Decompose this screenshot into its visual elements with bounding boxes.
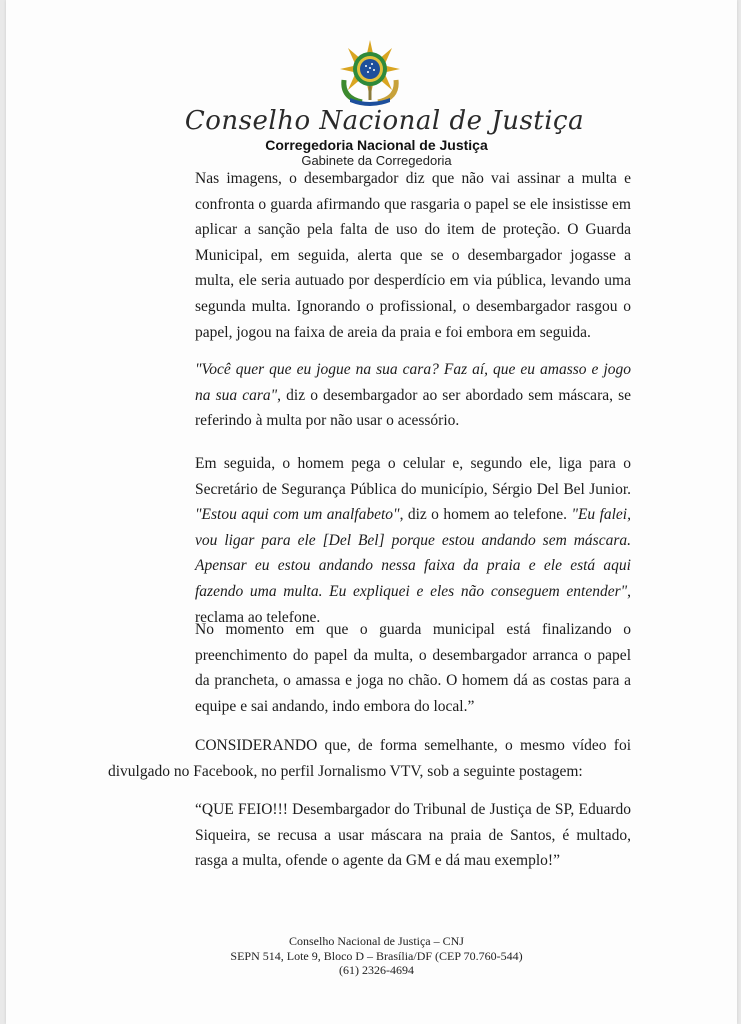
paragraph-3-quote-1: "Estou aqui com um analfabeto" bbox=[195, 506, 400, 524]
block-quote-post: “QUE FEIO!!! Desembargador do Tribunal de Justiça de SP, Eduardo Siqueira, se recusa a usar máscara na praia de Santos, é multado, rasga a multa, ofende o agente da GM e dá mau exemplo!” bbox=[195, 801, 631, 870]
page-footer bbox=[0, 934, 741, 978]
institution-subtitle: Corregedoria Nacional de Justiça bbox=[265, 137, 488, 153]
paragraph-3-mid: , diz o homem ao telefone. bbox=[399, 506, 572, 524]
footer-institution: Conselho Nacional de Justiça – CNJ bbox=[289, 934, 464, 948]
footer-phone: (61) 2326-4694 bbox=[339, 963, 414, 977]
paragraph-2 bbox=[195, 357, 631, 434]
paragraph-4: No momento em que o guarda municipal está finalizando o preenchimento do papel da multa, o desembargador arranca o papel da prancheta, o amassa e joga no chão. O homem dá as costas para a equipe e sai andando, indo embora do local.” bbox=[195, 621, 631, 715]
paragraph-3-end: , reclama ao telefone. bbox=[195, 582, 631, 626]
paragraph-1: Nas imagens, o desembargador diz que não vai assinar a multa e confronta o guarda afirmando que rasgaria o papel se ele insistisse em aplicar a sanção pela falta de uso do item de proteção. O Guarda Municipal, em seguida, alerta que se o desembargador jogasse a multa, ele seria autuado por desperdício em via pública, levando uma segunda multa. Ignorando o profissional, o desembargador rasgou o papel, jogou na faixa de areia da praia e foi embora em seguida. bbox=[195, 170, 631, 341]
paragraph-2-text: , diz o desembargador ao ser abordado sem máscara, se referindo à multa por não usar o acessório. bbox=[195, 386, 632, 430]
department-name: Gabinete da Corregedoria bbox=[301, 153, 452, 168]
institution-title: Conselho Nacional de Justiça bbox=[184, 106, 585, 136]
footer-address: SEPN 514, Lote 9, Bloco D – Brasília/DF (CEP 70.760-544) bbox=[230, 948, 523, 963]
considerando-text: CONSIDERANDO que, de forma semelhante, o mesmo vídeo foi divulgado no Facebook, no perfil Jornalismo VTV, sob a seguinte postagem: bbox=[108, 737, 631, 780]
paragraph-2-quote: "Você quer que eu jogue na sua cara? Faz aí, que eu amasso e jogo na sua cara" bbox=[195, 361, 631, 404]
paragraph-3-quote-2: "Eu falei, vou ligar para ele [Del Bel] porque estou andando sem máscara. Apensar eu estou andando nessa faixa da praia e ele está aqui fazendo uma multa. Eu expliquei e eles não conseguem entender" bbox=[195, 506, 631, 600]
brazil-coat-of-arms-icon bbox=[332, 40, 408, 108]
considerando-paragraph bbox=[108, 733, 631, 784]
paragraph-3 bbox=[195, 451, 631, 630]
paragraph-3-intro: Em seguida, o homem pega o celular e, segundo ele, liga para o Secretário de Segurança Pública do município, Sérgio Del Bel Junior. bbox=[195, 455, 631, 498]
